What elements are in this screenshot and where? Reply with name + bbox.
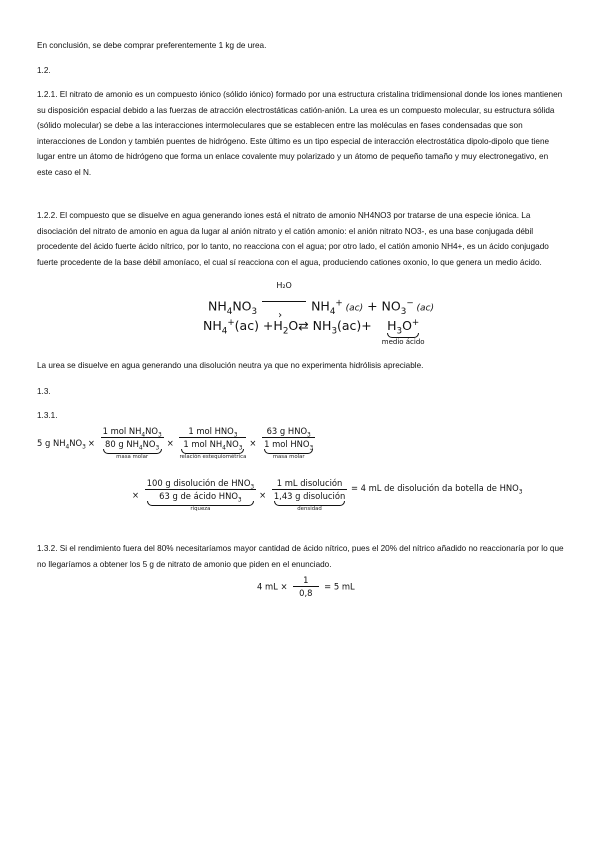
- section-heading-1-3-1: 1.3.1.: [37, 411, 58, 420]
- richness-fraction: 100 g disolución de $HNO_3$ 63 g de ácido $HNO_3$ riqueza: [146, 478, 255, 512]
- stoichiometry-line-2: × 100 g disolución de $HNO_3$ 63 g de ácido $HNO_3$ riqueza × 1 mL disolución 1,43 g disolución densidad = 4 mL de disolución da botella de $HNO_3$: [132, 478, 523, 512]
- paragraph-1-2-2: 1.2.2. El compuesto que se disuelve en agua generando iones está el nitrato de amonio NH4NO3 por tratarse de una especie iónica. La disociación del nitrato de amonio en agua da lugar al anión nitrato y el catión amonio: el anión nitrato NO3-, es una base conjugada débil procedente del ácido fuerte ácido nítrico, por lo tanto, no reacciona con el agua; por otro lado, el catión amonio NH4+, es un ácido conjugado fuerte procedente de la base débil amoníaco, el cual sí reacciona con el agua, produciendo cationes oxonio, lo que genera un medio ácido.: [37, 211, 549, 267]
- paragraph-1-2-1: 1.2.1. El nitrato de amonio es un compuesto iónico (sólido iónico) formado por una estructura cristalina tridimensional donde los iones mantienen su disposición espacial debido a las fuerzas de atracción electrostáticas catión-anión. La urea es un compuesto molecular, su estructura sólida (sólido molecular) se debe a las interacciones intermoleculares que se establecen entre las moléculas en fases condensadas que son interacciones de London y también puentes de hidrógeno. Este último es un tipo especial de interacción electrostática dipolo-dipolo que tiene lugar entre un átomo de hidrógeno que forma un enlace covalente muy polarizado y un átomo de pequeño tamaño y muy electronegativo, en este caso el N.: [37, 90, 563, 177]
- hydrolysis-equation: $NH_4^+(ac)$ $+H_2O⇄$ $NH_3(ac)+ H_3O^+$ medio ácido: [203, 317, 425, 346]
- stoichiometric-ratio-fraction: 1 mol $HNO_3$ 1 mol $NH_4NO_3$ relación estequiométrica: [179, 426, 247, 460]
- section-heading-1-2: 1.2.: [37, 66, 51, 75]
- dissociation-equation: $NH_4NO_3$ H₂O › $NH_4^+$ $(ac) + NO_3^-$ (ac): [208, 281, 435, 321]
- molar-mass-fraction: 1 mol $NH_4NO_3$ 80 g $NH_4NO_3$ masa molar: [102, 426, 162, 460]
- conclusion-paragraph: En conclusión, se debe comprar preferentemente 1 kg de urea.: [37, 41, 267, 50]
- medio-acido-label: medio ácido: [381, 338, 425, 346]
- hno3-molar-mass-fraction: 63 g $HNO_3$ 1 mol $HNO_3$ masa molar: [264, 426, 314, 460]
- urea-paragraph: La urea se disuelve en agua generando una disolución neutra ya que no experimenta hidrólisis apreciable.: [37, 361, 424, 370]
- section-heading-1-3: 1.3.: [37, 387, 51, 396]
- stoichiometry-result: = 4 mL de disolución da botella de $HNO_3$: [350, 483, 523, 496]
- paragraph-1-3-2: 1.3.2. Si el rendimiento fuera del 80% necesitaríamos mayor cantidad de ácido nítrico, pues el 20% del nítrico añadido no reaccionaría por lo que no llegaríamos a obtener los 5 g de nitrato de amonio que piden en el enunciado.: [37, 544, 564, 569]
- arrow-label: H₂O: [276, 281, 292, 290]
- yield-equation: 4 mL × $\frac{1}{0,8}$ = 5 mL: [257, 575, 355, 598]
- density-fraction: 1 mL disolución 1,43 g disolución densidad: [273, 478, 346, 512]
- stoichiometry-line-1: 5 g $NH_4NO_3$ × 1 mol $NH_4NO_3$ 80 g $NH_4NO_3$ masa molar × 1 mol $HNO_3$ 1 mol $NH_4NO_3$ relación estequiométrica × 63 g $HNO_3$ 1 mol $HNO_3$ masa molar: [37, 426, 314, 460]
